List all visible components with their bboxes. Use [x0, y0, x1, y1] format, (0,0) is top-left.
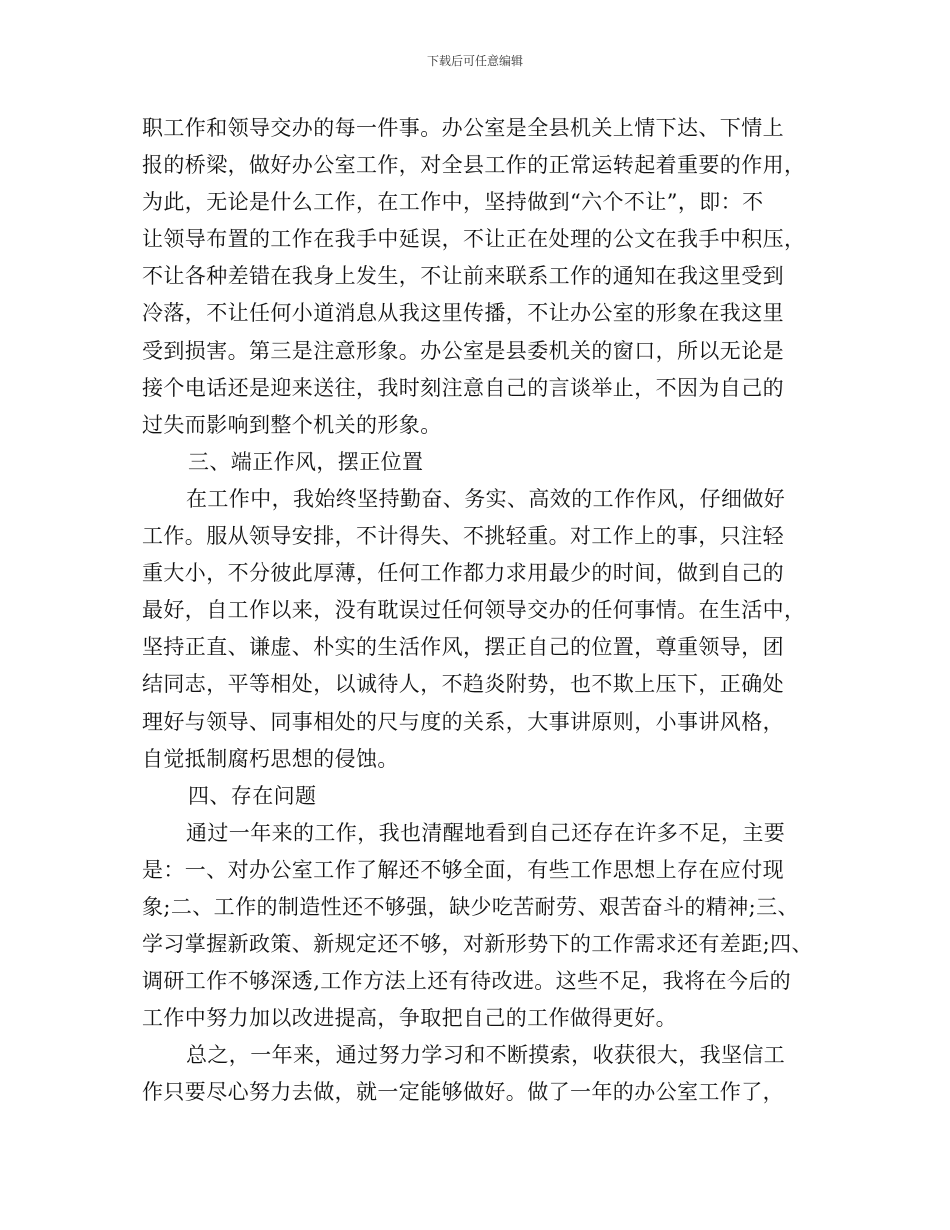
text-line: 总之，一年来，通过努力学习和不断摸索，收获很大，我坚信工: [186, 1043, 786, 1068]
section-heading: 四、存在问题: [188, 783, 317, 808]
text-line: 通过一年来的工作，我也清醒地看到自己还存在许多不足，主要: [186, 820, 786, 845]
text-line: 调研工作不够深透,工作方法上还有待改进。这些不足，我将在今后的: [142, 969, 792, 994]
text-line: 理好与领导、同事相处的尺与度的关系，大事讲原则，小事讲风格，: [142, 709, 784, 734]
text-line: 让领导布置的工作在我手中延误，不让正在处理的公文在我手中积压，: [142, 227, 806, 252]
text-line: 受到损害。第三是注意形象。办公室是县委机关的窗口，所以无论是: [142, 338, 784, 363]
text-line: 接个电话还是迎来送往，我时刻注意自己的言谈举止，不因为自己的: [142, 375, 784, 400]
text-line: 学习掌握新政策、新规定还不够，对新形势下的工作需求还有差距;四、: [142, 932, 813, 957]
text-line: 工作中努力加以改进提高，争取把自己的工作做得更好。: [142, 1006, 677, 1031]
text-line: 过失而影响到整个机关的形象。: [142, 412, 442, 437]
text-line: 职工作和领导交办的每一件事。办公室是全县机关上情下达、下情上: [142, 116, 784, 140]
section-heading: 三、端正作风，摆正位置: [188, 449, 424, 474]
text-line: 不让各种差错在我身上发生，不让前来联系工作的通知在我这里受到: [142, 264, 784, 289]
document-body: [142, 110, 813, 1112]
text-line: 自觉抵制腐朽思想的侵蚀。: [142, 746, 399, 771]
text-line: 在工作中，我始终坚持勤奋、务实、高效的工作作风，仔细做好: [186, 486, 786, 511]
text-line: 最好，自工作以来，没有耽误过任何领导交办的任何事情。在生活中，: [142, 598, 806, 623]
text-line: 冷落，不让任何小道消息从我这里传播，不让办公室的形象在我这里: [142, 301, 784, 326]
text-line: 结同志，平等相处，以诚待人，不趋炎附势，也不欺上压下，正确处: [142, 672, 784, 697]
text-line: 重大小，不分彼此厚薄，任何工作都力求用最少的时间，做到自己的: [142, 561, 784, 586]
text-line: 象;二、工作的制造性还不够强，缺少吃苦耐劳、艰苦奋斗的精神;三、: [142, 894, 799, 919]
text-line: 是：一、对办公室工作了解还不够全面，有些工作思想上存在应付现: [142, 857, 784, 882]
text-line: 工作。服从领导安排，不计得失、不挑轻重。对工作上的事，只注轻: [142, 524, 784, 549]
page-header: 下载后可任意编辑: [426, 54, 523, 68]
text-line: 为此，无论是什么工作，在工作中，坚持做到“六个不让”，即：不: [142, 190, 764, 215]
text-line: 作只要尽心努力去做，就一定能够做好。做了一年的办公室工作了，: [142, 1080, 784, 1105]
text-line: 坚持正直、谦虚、朴实的生活作风，摆正自己的位置，尊重领导，团: [142, 635, 784, 660]
text-line: 报的桥梁，做好办公室工作，对全县工作的正常运转起着重要的作用，: [142, 153, 806, 178]
